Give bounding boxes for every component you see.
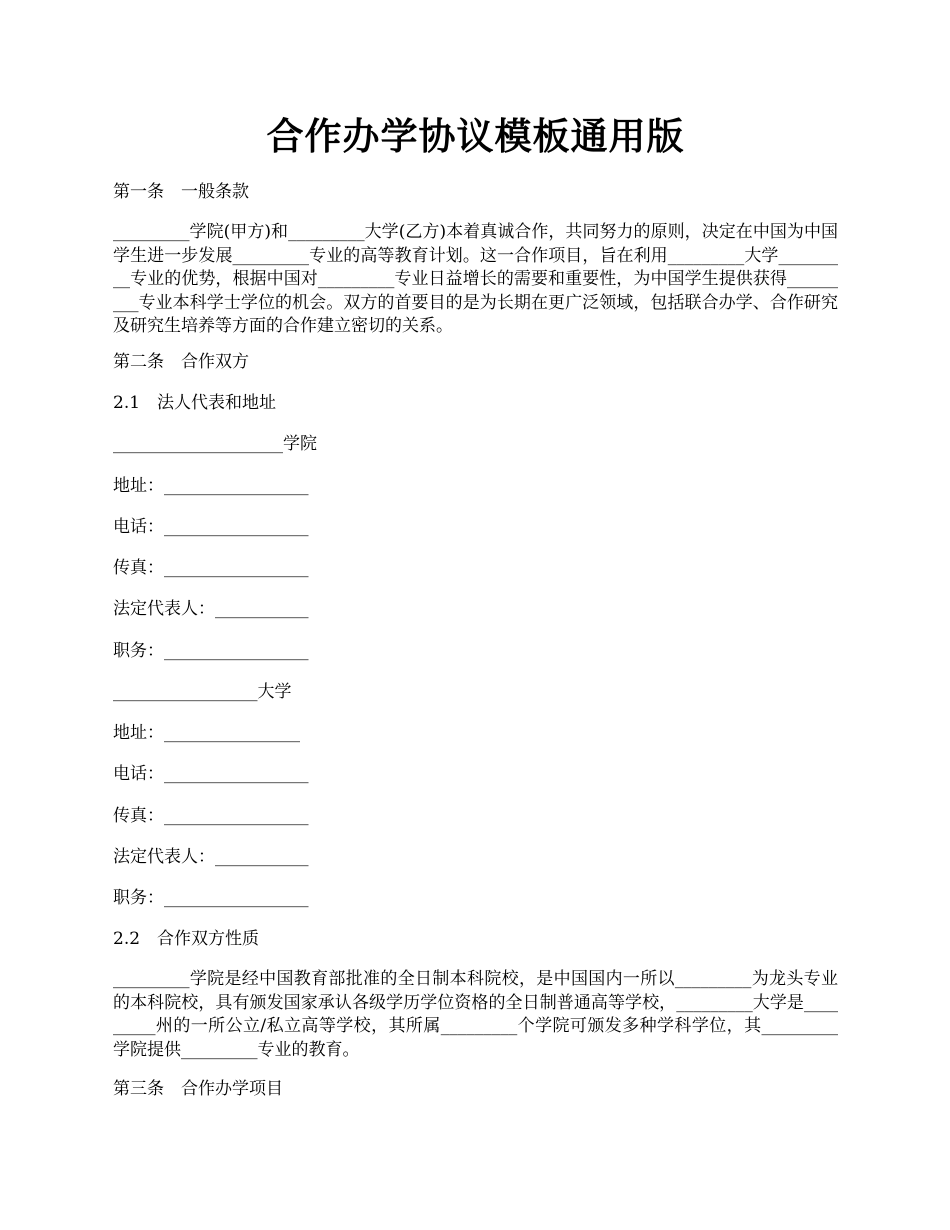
- party-a-legal-rep: 法定代表人：___________: [113, 599, 309, 619]
- article-3-heading: 第三条 合作办学项目: [113, 1079, 283, 1099]
- document-title: 合作办学协议模板通用版: [266, 114, 685, 158]
- section-2-2-heading: 2.2 合作双方性质: [113, 929, 260, 949]
- party-a-address: 地址：_________________: [113, 476, 309, 496]
- section-2-2-body: _________学院是经中国教育部批准的全日制本科院校，是中国国内一所以_________为龙头专业的本科院校，具有颁发国家承认各级学历学位资格的全日制普通高等学校，_________大学是_________州的一所公立/私立高等学校，其所属_________个学院可颁发多种学科学位，其_________学院提供_________专业的教育。: [113, 969, 838, 1060]
- article-1-heading: 第一条 一般条款: [113, 182, 249, 202]
- party-b-position: 职务：_________________: [113, 888, 309, 908]
- party-b-phone: 电话：_________________: [113, 764, 309, 784]
- party-b-legal-rep: 法定代表人：___________: [113, 847, 309, 867]
- party-a-phone: 电话：_________________: [113, 517, 309, 537]
- article-2-heading: 第二条 合作双方: [113, 352, 249, 372]
- article-1-body: _________学院(甲方)和_________大学(乙方)本着真诚合作，共同努力的原则，决定在中国为中国学生进一步发展_________专业的高等教育计划。这一合作项目，旨在利用_________大学_________专业的优势，根据中国对_________专业日益增长的需要和重要性，为中国学生提供获得_________专业本科学士学位的机会。双方的首要目的是为长期在更广泛领域，包括联合办学、合作研究及研究生培养等方面的合作建立密切的关系。: [113, 222, 838, 336]
- section-2-1-heading: 2.1 法人代表和地址: [113, 393, 277, 413]
- party-a-position: 职务：_________________: [113, 641, 309, 661]
- party-b-address: 地址：________________: [113, 723, 300, 743]
- party-a-name: ____________________学院: [113, 434, 317, 454]
- party-b-name: _________________大学: [113, 682, 292, 702]
- party-a-fax: 传真：_________________: [113, 558, 309, 578]
- party-b-fax: 传真：_________________: [113, 806, 309, 826]
